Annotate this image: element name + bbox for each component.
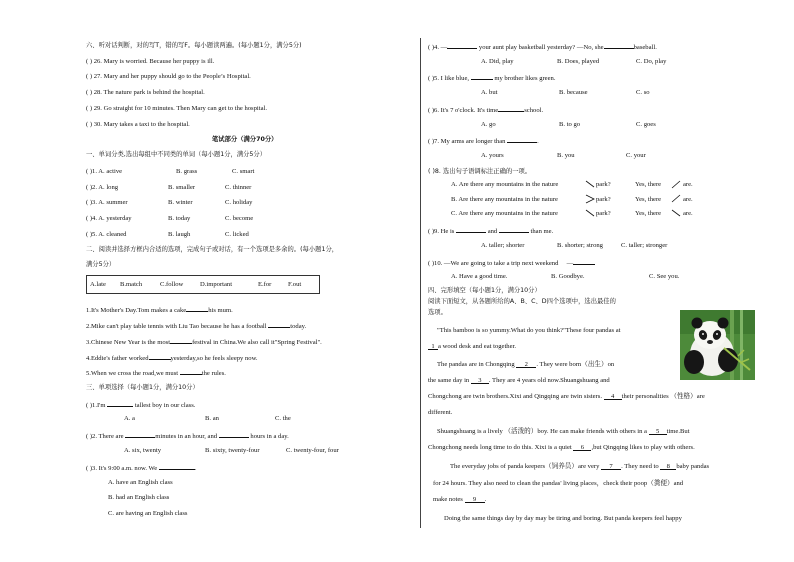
cloze-blank-6-number: 6: [580, 444, 585, 451]
s3-q2-stem: [86, 431, 289, 441]
cloze-instruction-1: 阅读下面短文，从各题所给的A、B、C、D四个选项中，选出最佳的: [428, 298, 616, 305]
q7-stem-a: ( )7. My arms are longer than: [428, 138, 506, 145]
s3-heading: 三、单项选择（每小题1分，满分10分）: [86, 384, 199, 391]
q9-stem-c: than me.: [530, 228, 554, 235]
q8-option-a-are: are.: [683, 181, 693, 188]
s2-sentence-5: [86, 368, 226, 378]
q8-option-c-yes: Yes, there: [635, 210, 662, 217]
cloze-p1-line2: [428, 343, 516, 351]
cloze-p3: [428, 377, 610, 385]
cloze-blank-7-number: 7: [609, 463, 613, 470]
cloze-p7-mid: . They need to: [621, 463, 659, 470]
cloze-blank-4-number: 4: [610, 393, 615, 400]
cloze-blank-3-number: 3: [478, 377, 482, 384]
tf-item-29: ( ) 29. Go straight for 10 minutes. Then Mary can get to the hospital.: [86, 105, 267, 112]
q8-option-c-are: are.: [683, 210, 693, 217]
s2-option-b: B.match: [120, 281, 143, 288]
cloze-heading: 四、完形填空（每小题1分，满分10分）: [428, 287, 541, 294]
q7-option-c: C. your: [626, 152, 646, 159]
s3-q2-stem-c: hours in a day.: [250, 433, 289, 440]
cloze-p4-pre: Chongchong are twin brothers.Xixi and Qingqing are twin sisters.: [428, 393, 602, 400]
s1-row-5-c: C. licked: [225, 231, 249, 238]
cloze-blank-3[interactable]: [471, 377, 489, 384]
answer-blank[interactable]: [471, 73, 493, 80]
cloze-blank-2[interactable]: [516, 361, 536, 368]
q8-option-b-text: B. Are there any mountains in the nature: [451, 196, 558, 203]
cloze-p7: [450, 463, 709, 471]
cloze-p5-post: time.But: [666, 428, 690, 435]
cloze-p9-pre: make notes: [433, 496, 463, 503]
answer-blank[interactable]: [149, 353, 171, 360]
answer-blank[interactable]: [107, 400, 133, 407]
s3-q1-option-a: A. a: [124, 415, 135, 422]
cloze-blank-9-number: 9: [472, 496, 477, 503]
s2-option-c: C.follow: [160, 281, 184, 288]
q8-option-a: [451, 181, 693, 189]
cloze-p2-post: . They were born（出生）on: [536, 361, 615, 368]
q8-option-a-park: park?: [596, 181, 611, 188]
s2-sentence-2-b: today.: [290, 323, 307, 330]
s1-row-2-c: C. thinner: [225, 184, 252, 191]
s3-q2-stem-b: minutes in an hour, and: [155, 433, 218, 440]
cloze-p7-pre: The everyday jobs of panda keepers（饲养员）are very: [450, 463, 600, 470]
q9-option-b: B. shorter; strong: [557, 242, 603, 249]
s1-row-2-a: ( )2. A. long: [86, 184, 119, 191]
answer-blank[interactable]: [219, 431, 249, 438]
cloze-p4: [428, 393, 705, 401]
answer-blank[interactable]: [573, 258, 595, 265]
cloze-p3-pre: the same day in: [428, 377, 470, 384]
answer-blank[interactable]: [125, 431, 155, 438]
s3-q1-option-b: B. an: [205, 415, 219, 422]
s2-heading-line2: 满分5分）: [86, 261, 116, 268]
cloze-p6-post: ,but Qingqing likes to play with others.: [591, 444, 695, 451]
s2-sentence-5-a: 5.When we cross the road,we must: [86, 370, 179, 377]
cloze-p5: [437, 428, 690, 436]
s3-q3-stem-a: ( )3. It's 9:00 a.m. now. We: [86, 465, 158, 472]
s2-sentence-4: [86, 353, 258, 363]
s2-option-e: E.for: [258, 281, 272, 288]
answer-blank[interactable]: [268, 321, 290, 328]
cloze-p4-post: their personalities （性格）are: [621, 393, 705, 400]
arrow-fall-b: [672, 195, 680, 202]
cloze-instruction-2: 选项。: [428, 309, 447, 316]
cloze-blank-5-number: 5: [655, 428, 660, 435]
s2-sentence-2-a: 2.Mike can't play table tennis with Liu Tao because he has a football: [86, 323, 267, 330]
s3-q3-option-a: A. have an English class: [108, 479, 173, 486]
s1-row-5-b: B. laugh: [168, 231, 191, 238]
s1-row-3-b: B. winter: [168, 199, 193, 206]
s2-option-f: F.out: [288, 281, 302, 288]
q10-option-a: A. Have a good time.: [451, 273, 508, 280]
s2-option-a: A.late: [90, 281, 106, 288]
s1-row-1-a: ( )1. A. active: [86, 168, 123, 175]
q6-option-b: B. to go: [559, 121, 581, 128]
q8-option-b-park: park?: [596, 196, 611, 203]
written-section-title: 笔试部分（满分70分）: [212, 136, 278, 143]
tf-item-26: ( ) 26. Mary is worried. Because her puppy is ill.: [86, 58, 215, 65]
q6-option-a: A. go: [481, 121, 496, 128]
s1-row-3-a: ( )3. A. summer: [86, 199, 128, 206]
cloze-p2-pre: The pandas are in Chongqing: [437, 361, 515, 368]
q8-option-a-text: A. Are there any mountains in the nature: [451, 181, 559, 188]
q4-stem-b: your aunt play basketball yesterday? —No, she: [478, 44, 604, 51]
q5-option-b: B. because: [559, 89, 588, 96]
s2-sentence-2: [86, 321, 306, 331]
answer-blank[interactable]: [456, 226, 486, 233]
s3-q2-stem-a: ( )2. There are: [86, 433, 124, 440]
answer-blank[interactable]: [499, 226, 529, 233]
q6-stem-a: ( )6. It's 7 o'clock. It's time: [428, 107, 499, 114]
tf-item-28: ( ) 28. The nature park is behind the hospital.: [86, 89, 205, 96]
q4-option-b: B. Does, played: [557, 58, 600, 65]
arrow-fall-a: [672, 181, 680, 188]
s2-sentence-3: [86, 337, 322, 347]
cloze-p10: Doing the same things day by day may be tiring and boring. But panda keepers feel happy: [444, 515, 682, 522]
q8-option-a-yes: Yes, there: [635, 181, 662, 188]
q10-option-c: C. See you.: [649, 273, 680, 280]
arrow-rise-fall-b: [586, 195, 594, 203]
q10-stem-a: ( )10. —We are going to take a trip next weekend: [428, 260, 559, 267]
s2-sentence-1-a: 1.It's Mother's Day.Tom makes a cake: [86, 307, 187, 314]
s1-row-5-a: ( )5. A. cleaned: [86, 231, 127, 238]
q5-stem: [428, 73, 556, 83]
q8-option-c-text: C. Are there any mountains in the nature: [451, 210, 558, 217]
q10-option-b: B. Goodbye.: [551, 273, 585, 280]
cloze-blank-2-number: 2: [524, 361, 528, 368]
cloze-p8: for 24 hours. They also need to clean the pandas' living places，check their poop（粪便）and: [433, 480, 684, 487]
q9-option-a: A. taller; shorter: [481, 242, 525, 249]
q7-option-a: A. yours: [481, 152, 504, 159]
arrow-fall-c: [672, 210, 680, 216]
s3-q2-option-c: C. twenty-four, four: [286, 447, 339, 454]
answer-blank[interactable]: [604, 42, 634, 49]
cloze-blank-8-number: 8: [666, 463, 670, 470]
s3-q3-stem: ( )3. It's 9:00 a.m. now. We .: [86, 465, 197, 472]
q9-option-c: C. taller; stronger: [621, 242, 668, 249]
cloze-blank-4[interactable]: [604, 393, 622, 400]
s2-heading-line1: 二、阅读并选择方框内合适的选项，完成句子或对话，有一个选项是多余的。(每小题1分，: [86, 246, 339, 253]
s1-row-1-b: B. grass: [176, 168, 198, 175]
s3-q1-stem-a: ( )1.I'm: [86, 402, 106, 409]
cloze-blank-1[interactable]: [428, 343, 438, 350]
tf-item-30: ( ) 30. Mary takes a taxi to the hospital.: [86, 121, 190, 128]
intonation-arrows-are: [670, 178, 684, 224]
q4-option-c: C. Do, play: [636, 58, 667, 65]
cloze-p7-post: baby pandas: [676, 463, 710, 470]
s2-sentence-1: [86, 305, 233, 315]
q4-stem: [428, 42, 657, 52]
q9-stem: [428, 226, 553, 236]
cloze-blank-8[interactable]: [660, 463, 676, 470]
cloze-p9-post: .: [484, 496, 487, 503]
s2-sentence-3-a: 3.Chinese New Year is the most: [86, 339, 171, 346]
q8-stem: ( )8. 选出句子语调标注正确的一项。: [428, 168, 532, 175]
arrow-rise-c: [586, 210, 594, 216]
s1-heading: 一、单词分类,选出每组中不同类的单词（每小题1分，满分5分）: [86, 151, 267, 158]
cloze-p1-text: a wood desk and eat together.: [438, 343, 517, 350]
tf-item-27: ( ) 27. Mary and her puppy should go to the People’s Hospital.: [86, 73, 251, 80]
answer-blank[interactable]: [170, 337, 192, 344]
arrow-rise-a: [586, 181, 594, 187]
cloze-p1-line1: "This bamboo is so yummy.What do you think?"These four pandas at: [437, 327, 621, 334]
q4-stem-c: baseball.: [633, 44, 657, 51]
s1-row-2-b: B. smaller: [168, 184, 196, 191]
answer-blank[interactable]: [159, 463, 195, 470]
s2-sentence-1-b: his mum.: [208, 307, 233, 314]
s2-sentence-3-b: festival in China.We also call it"Spring Festival".: [192, 339, 322, 346]
s3-q1-stem-b: tallest boy in our class.: [134, 402, 196, 409]
s2-sentence-4-a: 4.Eddie's father worked: [86, 355, 149, 362]
s1-row-4-b: B. today: [168, 215, 191, 222]
s1-row-4-c: C. become: [225, 215, 254, 222]
q8-option-c: [451, 210, 693, 218]
q10-stem: [428, 258, 595, 268]
s2-sentence-5-b: the rules.: [201, 370, 226, 377]
s1-row-4-a: ( )4. A. yesterday: [86, 215, 132, 222]
cloze-blank-1-number: 1: [431, 343, 435, 350]
s3-q2-option-b: B. sixty, twenty-four: [205, 447, 260, 454]
q4-stem-a: ( )4. —: [428, 44, 448, 51]
s3-q2-option-a: A. six, twenty: [124, 447, 161, 454]
q8-option-b-are: are.: [683, 196, 693, 203]
cloze-blank-5[interactable]: [649, 428, 667, 435]
s3-q1-option-c: C. the: [275, 415, 291, 422]
cloze-p5-pre: Shuangshuang is a lively （活泼的）boy. He can make friends with others in a: [437, 428, 647, 435]
q5-stem-a: ( )5. I like blue,: [428, 75, 470, 82]
cloze-p3-post: . They are 4 years old now.Shuangshuang and: [488, 377, 610, 384]
q9-stem-a: ( )9. He is: [428, 228, 455, 235]
q7-option-b: B. you: [557, 152, 575, 159]
answer-blank[interactable]: [507, 136, 537, 143]
q7-stem-b: .: [537, 138, 539, 145]
cloze-p2: [437, 361, 614, 369]
answer-blank[interactable]: [447, 42, 477, 49]
q6-option-c: C. goes: [636, 121, 656, 128]
answer-blank[interactable]: [186, 305, 208, 312]
listening-heading: 六、听对话判断，对的写T，错的写F。每小题读两遍。(每小题1分，满分5分): [86, 42, 302, 49]
answer-blank[interactable]: [180, 368, 202, 375]
q7-stem: [428, 136, 539, 146]
cloze-p9: [433, 496, 486, 504]
cloze-p4b: different.: [428, 409, 453, 416]
q6-stem-b: school.: [524, 107, 544, 114]
column-divider: [420, 38, 421, 528]
q10-stem-b: —: [566, 260, 574, 267]
s1-row-1-c: C. smart: [232, 168, 255, 175]
q5-option-a: A. but: [481, 89, 498, 96]
q6-stem: [428, 105, 543, 115]
q9-stem-b: and: [487, 228, 498, 235]
cloze-blank-7[interactable]: [601, 463, 621, 470]
cloze-blank-6[interactable]: [573, 444, 591, 451]
s3-q3-option-b: B. had an English class: [108, 494, 170, 501]
intonation-arrows-park: [584, 178, 598, 224]
q8-option-b: [451, 196, 693, 204]
cloze-blank-9[interactable]: [465, 496, 485, 503]
cloze-p6: [428, 444, 695, 452]
s2-sentence-4-b: yesterday,so he feels sleepy now.: [170, 355, 258, 362]
s2-option-d: D.important: [200, 281, 233, 288]
q4-option-a: A. Did, play: [481, 58, 514, 65]
answer-blank[interactable]: [498, 105, 524, 112]
q8-option-c-park: park?: [596, 210, 611, 217]
cloze-p6-pre: Chongchong needs long time to do this. Xixi is a quiet: [428, 444, 572, 451]
panda-photo: [680, 310, 755, 380]
s3-q3-option-c: C. are having an English class: [108, 510, 188, 517]
s3-q1-stem: [86, 400, 195, 410]
s1-row-3-c: C. holiday: [225, 199, 253, 206]
q5-option-c: C. so: [636, 89, 650, 96]
q5-stem-b: my brother likes green.: [494, 75, 556, 82]
q8-option-b-yes: Yes, there: [635, 196, 662, 203]
